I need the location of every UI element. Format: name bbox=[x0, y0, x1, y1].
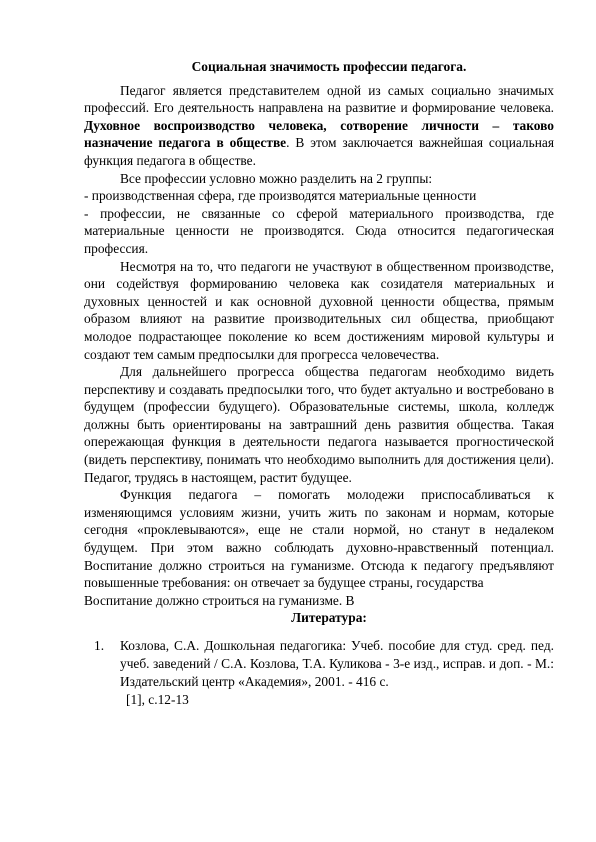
list-item-production: - производственная сфера, где производятся материальные ценности bbox=[84, 188, 477, 204]
paragraph-influence: Несмотря на то, что педагоги не участвуют в общественном производстве, они содействуя формированию человека как созидателя материальных и духовных ценностей и как основной духовной ценности общества, прямым образом влияют на развитие производительных сил общества, приобщают молодое подрастающее поколение ко всем достижениям мировой культуры и создают тем самым предпосылки для прогресса человечества. bbox=[84, 258, 554, 362]
intro-text-end: . В этом заключается важнейшая социальная функция педагога в обществе. bbox=[84, 135, 554, 168]
intro-text-start: Педагог является представителем одной из самых социально значимых профессий. Его деятельность направлена на развитие и формирование человека. bbox=[84, 82, 554, 116]
paragraph-function: Функция педагога – помогать молодежи приспосабливаться к изменяющимся условиям жизни, учить жить по законам и нормам, которые сегодня «проклевываются», еще не стали нормой, но станут в недалеком будущем. При этом важно соблюдать духовно-нравственный потенциал. Воспитание должно строиться на гуманизме. Отсюда к педагогу предъявляют повышенные требования: он отвечает за будущее страны, государства bbox=[84, 487, 554, 591]
paragraph-intro bbox=[84, 82, 554, 170]
paragraph-groups: Все профессии условно можно разделить на 2 группы: bbox=[120, 170, 433, 186]
literature-heading: Литература: bbox=[291, 610, 367, 626]
intro-bold-text: Духовное воспроизводство человека, сотворение личности – таково назначение педагога в обществе bbox=[84, 117, 554, 151]
literature-list bbox=[84, 637, 554, 709]
paragraph-progress: Для дальнейшего прогресса общества педагогам необходимо видеть перспективу и создавать предпосылки того, что будет актуально и востребовано в будущем (профессии будущего). Образовательные системы, школа, колледж должны быть ориентированы на завтрашний день развития общества. Такая опережающая функция в деятельности педагога называется прогностической (видеть перспективу, понимать что необходимо выполнить для достижения цели). Педагог, трудясь в настоящем, растит будущее. bbox=[84, 364, 554, 485]
list-item-non-production: - профессии, не связанные со сферой материального производства, где материальные ценности не производятся. Сюда относится педагогическая профессия. bbox=[84, 205, 554, 256]
literature-item-text: Козлова, С.А. Дошкольная педагогика: Учеб. пособие для студ. сред. пед. учеб. заведений / С.А. Козлова, Т.А. Куликова - 3-е изд., исправ. и доп. - М.: Издательский центр «Академия», 2001. - 416 с. bbox=[120, 638, 554, 689]
document-title: Социальная значимость профессии педагога. bbox=[191, 59, 467, 74]
document-page bbox=[84, 58, 554, 709]
paragraph-humanism: Воспитание должно строиться на гуманизме. В bbox=[84, 592, 355, 608]
literature-item-body bbox=[120, 637, 554, 709]
literature-item-number: 1. bbox=[94, 638, 105, 653]
literature-item bbox=[84, 637, 554, 709]
literature-item-ref: [1], с.12-13 bbox=[126, 692, 189, 707]
